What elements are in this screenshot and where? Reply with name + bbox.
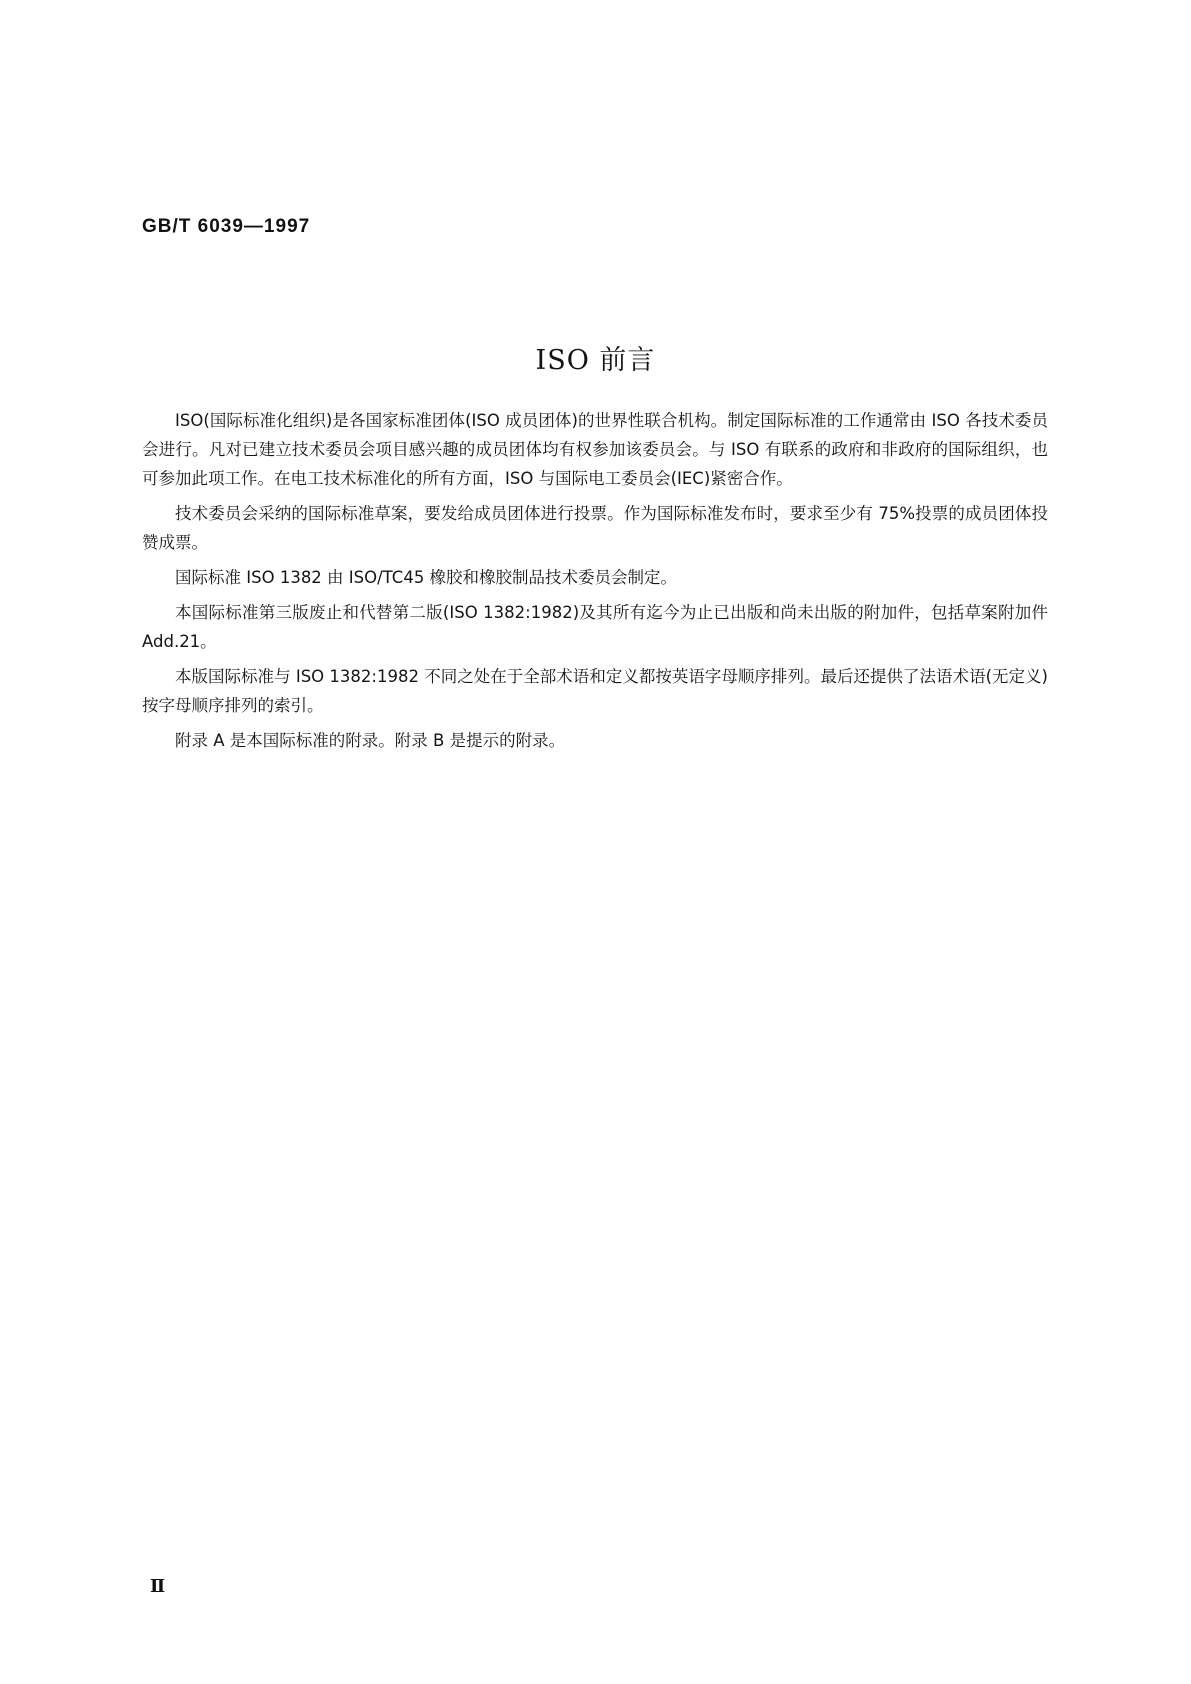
foreword-body: [142, 406, 1048, 761]
foreword-paragraph-6: 附录 A 是本国际标准的附录。附录 B 是提示的附录。: [175, 731, 566, 750]
foreword-paragraph-4: 本国际标准第三版废止和代替第二版(ISO 1382:1982)及其所有迄今为止已出版和尚未出版的附加件，包括草案附加件 Add.21。: [142, 603, 1048, 651]
page-title: ISO 前言: [535, 345, 656, 376]
foreword-paragraph-5: 本版国际标准与 ISO 1382:1982 不同之处在于全部术语和定义都按英语字母顺序排列。最后还提供了法语术语(无定义)按字母顺序排列的索引。: [142, 667, 1048, 715]
foreword-paragraph-3: 国际标准 ISO 1382 由 ISO/TC45 橡胶和橡胶制品技术委员会制定。: [175, 568, 678, 587]
page-number: Ⅱ: [150, 1576, 166, 1597]
foreword-paragraph-1: ISO(国际标准化组织)是各国家标准团体(ISO 成员团体)的世界性联合机构。制定国际标准的工作通常由 ISO 各技术委员会进行。凡对已建立技术委员会项目感兴趣的成员团体均有权参加该委员会。与 ISO 有联系的政府和非政府的国际组织，也可参加此项工作。在电工技术标准化的所有方面，ISO 与国际电工委员会(IEC)紧密合作。: [142, 411, 1048, 488]
foreword-paragraph-2: 技术委员会采纳的国际标准草案，要发给成员团体进行投票。作为国际标准发布时，要求至少有 75%投票的成员团体投赞成票。: [142, 504, 1048, 552]
standard-number: GB/T 6039—1997: [142, 216, 311, 237]
